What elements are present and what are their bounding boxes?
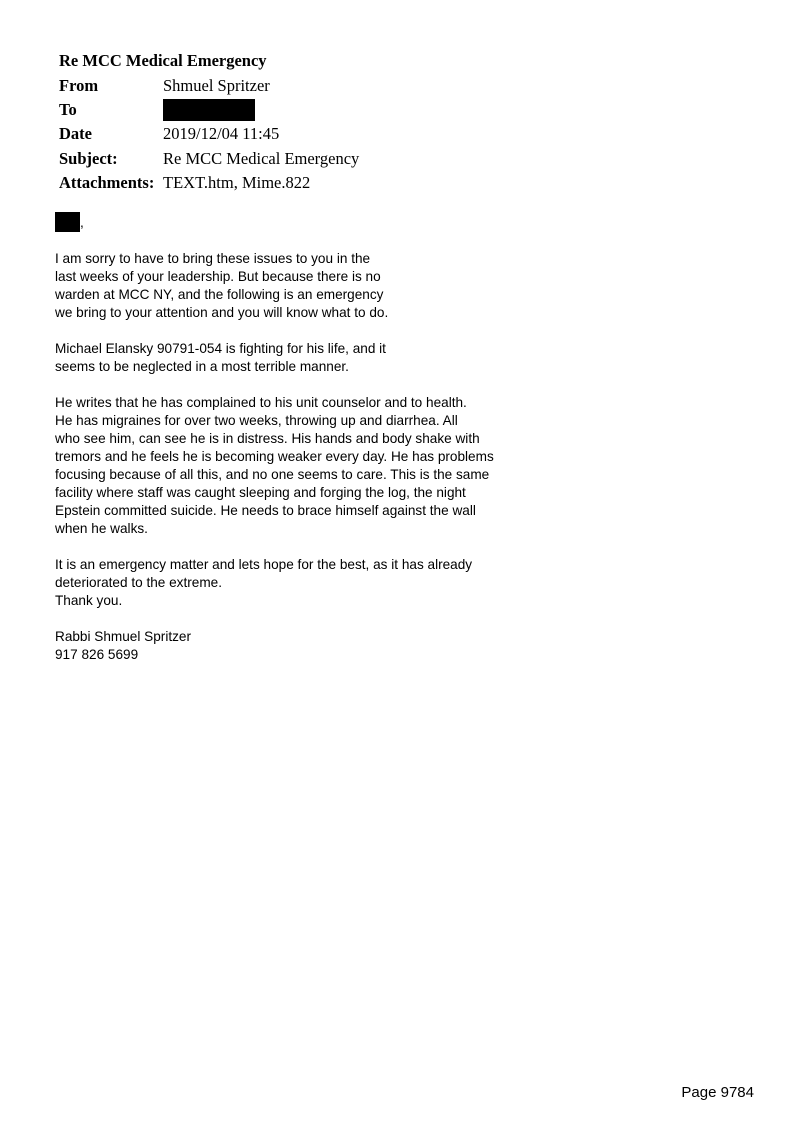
paragraph-1 <box>55 250 575 322</box>
from-label: From <box>59 75 99 95</box>
to-label: To <box>59 99 77 119</box>
body-line: Michael Elansky 90791-054 is fighting for his life, and it <box>55 341 386 356</box>
attachments-label: Attachments: <box>59 173 155 193</box>
body-line: It is an emergency matter and lets hope for the best, as it has already <box>55 557 473 572</box>
subject-label: Subject: <box>59 148 118 168</box>
email-body <box>55 210 575 682</box>
subject-value: Re MCC Medical Emergency <box>163 148 360 168</box>
body-line: warden at MCC NY, and the following is an emergency <box>55 287 384 302</box>
body-line: I am sorry to have to bring these issues to you in the <box>55 251 371 266</box>
greeting-redaction-box <box>55 212 80 232</box>
attachments-value: TEXT.htm, Mime.822 <box>163 173 311 193</box>
body-line: He writes that he has complained to his unit counselor and to health. <box>55 395 467 410</box>
date-row <box>59 122 359 146</box>
body-line: Epstein committed suicide. He needs to brace himself against the wall <box>55 503 476 518</box>
email-header <box>59 49 359 195</box>
body-line: last weeks of your leadership. But because there is no <box>55 269 381 284</box>
body-line: when he walks. <box>55 521 148 536</box>
date-label: Date <box>59 124 92 144</box>
signature-name: Rabbi Shmuel Spritzer <box>55 629 191 644</box>
to-row <box>59 98 359 122</box>
body-line: deteriorated to the extreme. <box>55 575 222 590</box>
signature <box>55 628 575 664</box>
greeting-comma: , <box>80 215 84 230</box>
from-value: Shmuel Spritzer <box>163 75 270 95</box>
page-number: Page 9784 <box>681 1084 754 1101</box>
to-redaction-box <box>163 99 255 121</box>
subject-row <box>59 147 359 171</box>
body-line: He has migraines for over two weeks, throwing up and diarrhea. All <box>55 413 458 428</box>
date-value: 2019/12/04 11:45 <box>163 124 280 144</box>
body-line: tremors and he feels he is becoming weaker every day. He has problems <box>55 449 494 464</box>
body-line: Thank you. <box>55 593 123 608</box>
from-row <box>59 73 359 97</box>
greeting <box>55 210 575 232</box>
body-line: we bring to your attention and you will know what to do. <box>55 305 389 320</box>
signature-phone: 917 826 5699 <box>55 647 139 662</box>
body-line: facility where staff was caught sleeping and forging the log, the night <box>55 485 466 500</box>
paragraph-2 <box>55 340 575 376</box>
attachments-row <box>59 171 359 195</box>
email-title: Re MCC Medical Emergency <box>59 51 267 71</box>
paragraph-3 <box>55 394 575 538</box>
paragraph-4 <box>55 556 575 610</box>
body-line: who see him, can see he is in distress. His hands and body shake with <box>55 431 480 446</box>
body-line: seems to be neglected in a most terrible manner. <box>55 359 349 374</box>
body-line: focusing because of all this, and no one seems to care. This is the same <box>55 467 490 482</box>
